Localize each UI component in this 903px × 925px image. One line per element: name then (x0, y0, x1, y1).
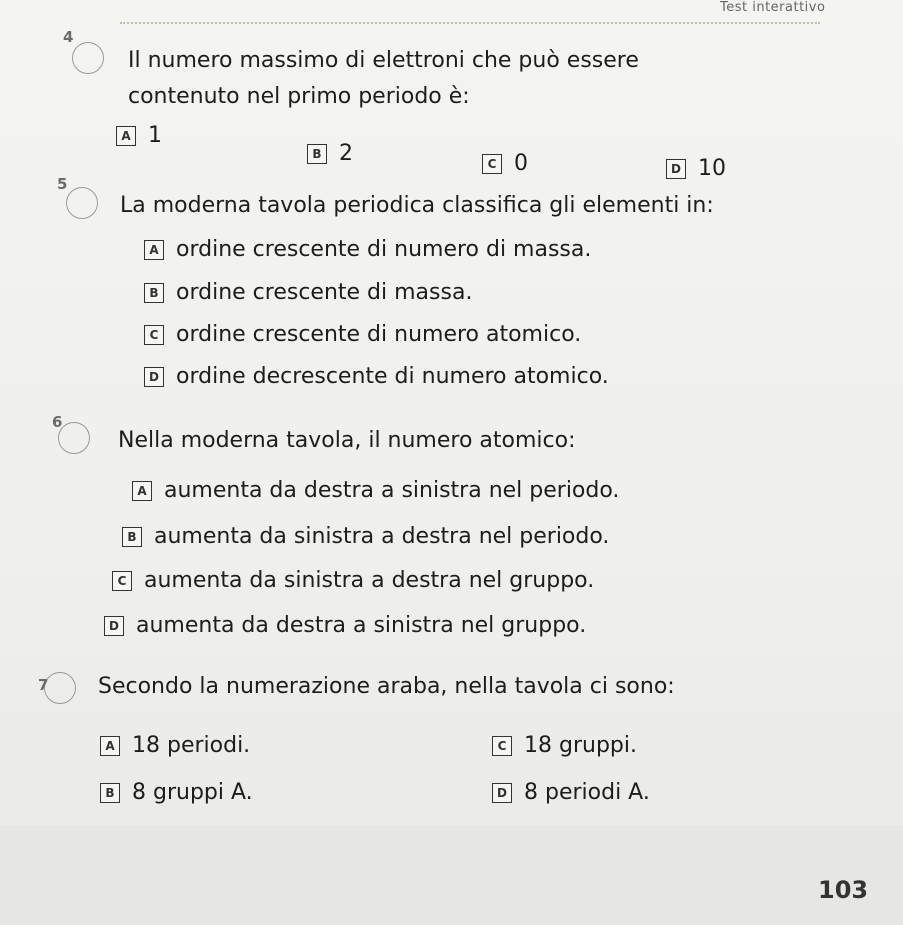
option-letter-box: D (492, 783, 512, 803)
option-text: ordine crescente di numero atomico. (176, 322, 582, 347)
option-text: aumenta da destra a sinistra nel periodo. (164, 478, 620, 503)
option-b[interactable] (122, 524, 609, 549)
option-letter-box: B (122, 527, 142, 547)
option-text: 0 (514, 151, 528, 176)
option-letter-box: A (116, 126, 136, 146)
answer-circle (72, 42, 104, 74)
option-letter-box: A (100, 736, 120, 756)
question-text-line: contenuto nel primo periodo è: (128, 84, 470, 109)
question-number: 4 (63, 28, 74, 46)
option-d[interactable] (492, 780, 650, 805)
option-letter-box: C (482, 154, 502, 174)
option-letter-box: A (132, 481, 152, 501)
option-text: aumenta da sinistra a destra nel periodo. (154, 524, 610, 549)
answer-circle (66, 187, 98, 219)
option-d[interactable] (104, 613, 586, 638)
answer-circle (44, 672, 76, 704)
option-text: aumenta da destra a sinistra nel gruppo. (136, 613, 587, 638)
option-c[interactable] (112, 568, 594, 593)
option-c[interactable] (482, 151, 528, 176)
question-text-line: La moderna tavola periodica classifica gli elementi in: (120, 193, 714, 218)
option-letter-box: C (492, 736, 512, 756)
option-a[interactable] (100, 733, 250, 758)
option-d[interactable] (144, 364, 609, 389)
option-text: 10 (698, 156, 726, 181)
section-header: Test interattivo (720, 0, 826, 15)
page-shadow-area (0, 825, 903, 925)
option-letter-box: B (144, 283, 164, 303)
option-b[interactable] (307, 141, 353, 166)
option-a[interactable] (116, 123, 162, 148)
option-letter-box: C (112, 571, 132, 591)
question-number: 5 (57, 175, 68, 193)
option-text: 18 periodi. (132, 733, 251, 758)
option-d[interactable] (666, 156, 726, 181)
option-b[interactable] (100, 780, 253, 805)
option-text: 2 (339, 141, 353, 166)
option-text: aumenta da sinistra a destra nel gruppo. (144, 568, 595, 593)
question-number: 7 (38, 676, 49, 694)
question-text-line: Nella moderna tavola, il numero atomico: (118, 428, 576, 453)
option-letter-box: C (144, 325, 164, 345)
question-text-line: Il numero massimo di elettroni che può essere (128, 48, 639, 73)
option-a[interactable] (132, 478, 619, 503)
option-text: 8 periodi A. (524, 780, 650, 805)
option-text: ordine crescente di numero di massa. (176, 237, 592, 262)
option-letter-box: B (100, 783, 120, 803)
option-letter-box: B (307, 144, 327, 164)
option-c[interactable] (144, 322, 581, 347)
option-text: 1 (148, 123, 162, 148)
option-text: ordine decrescente di numero atomico. (176, 364, 609, 389)
answer-circle (58, 422, 90, 454)
question-text-line: Secondo la numerazione araba, nella tavola ci sono: (98, 674, 675, 699)
option-text: 8 gruppi A. (132, 780, 253, 805)
option-letter-box: D (104, 616, 124, 636)
option-text: 18 gruppi. (524, 733, 637, 758)
option-b[interactable] (144, 280, 472, 305)
option-letter-box: A (144, 240, 164, 260)
option-text: ordine crescente di massa. (176, 280, 473, 305)
question-number: 6 (52, 413, 63, 431)
header-divider (120, 22, 820, 24)
option-letter-box: D (666, 159, 686, 179)
option-a[interactable] (144, 237, 591, 262)
option-c[interactable] (492, 733, 637, 758)
option-letter-box: D (144, 367, 164, 387)
page-number: 103 (818, 876, 869, 904)
